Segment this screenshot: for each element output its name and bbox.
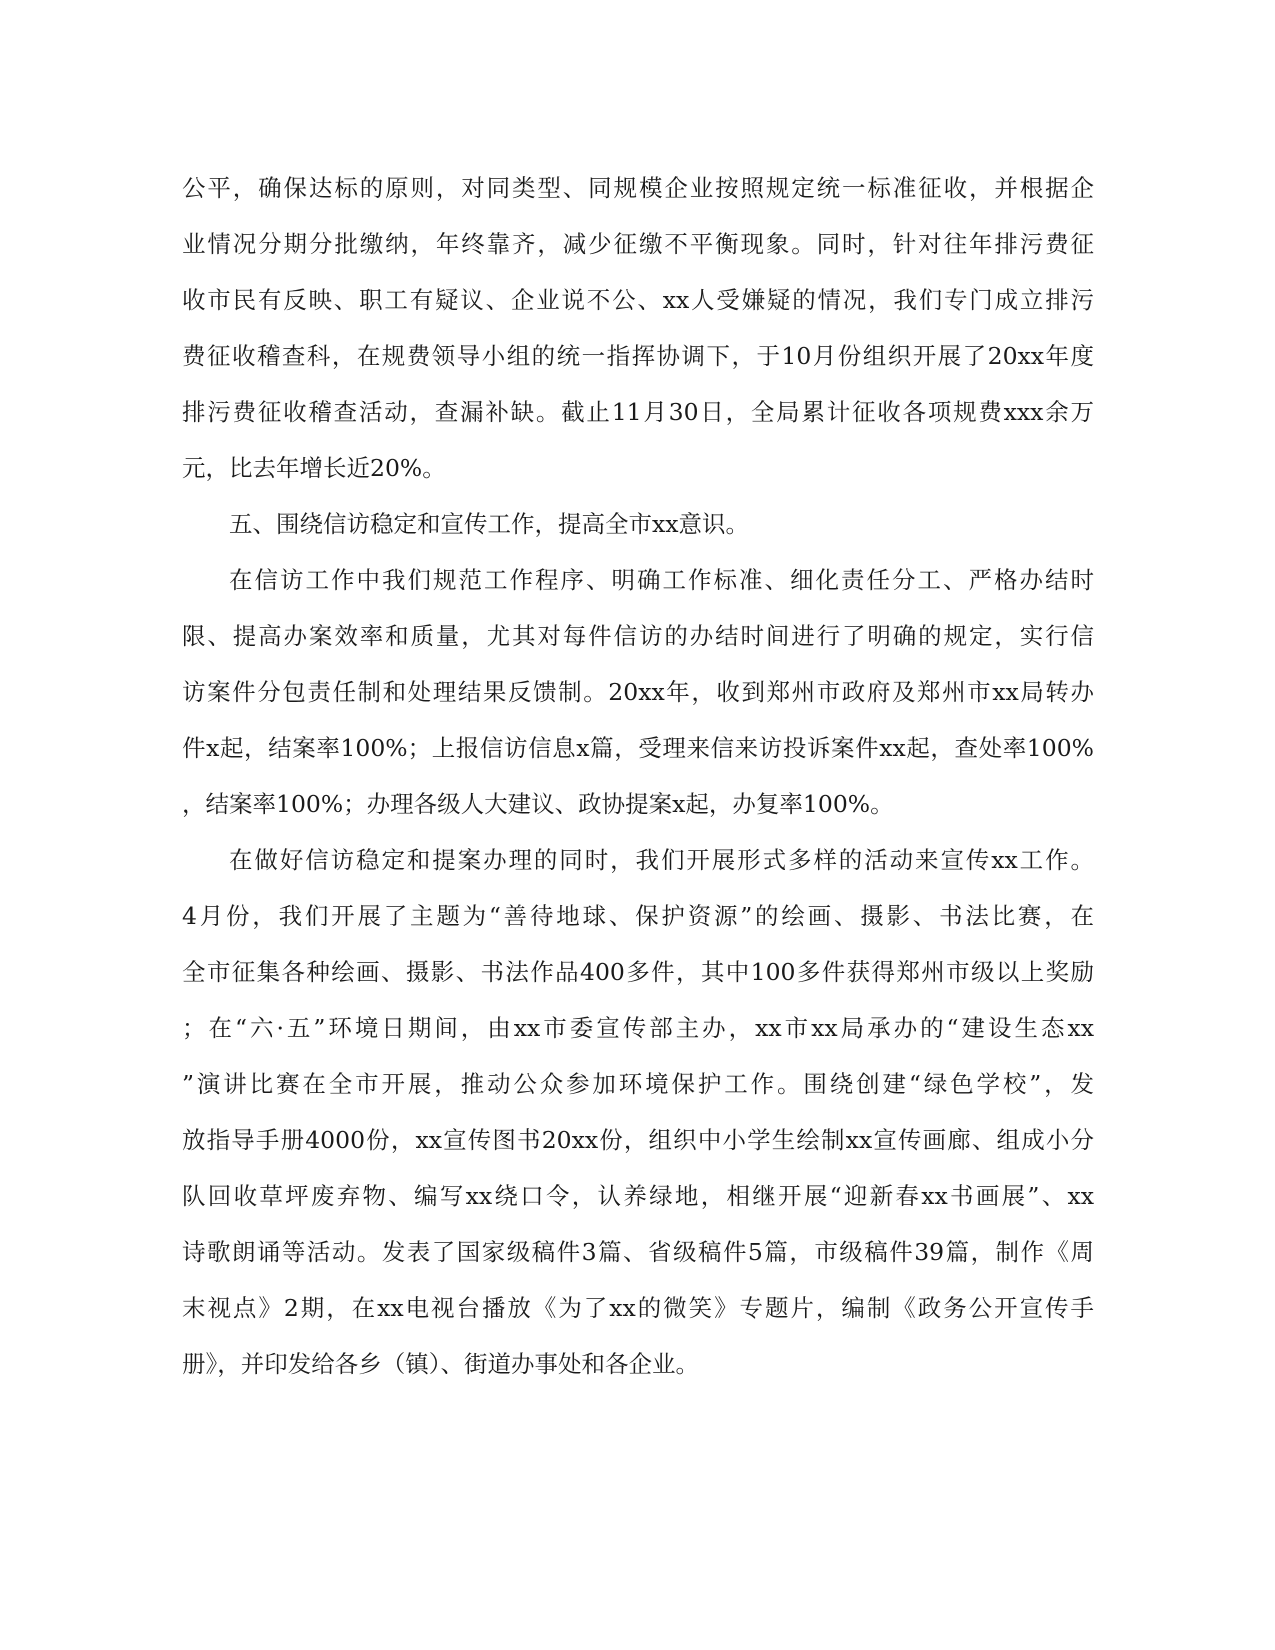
text-line-14: 4月份，我们开展了主题为“善待地球、保护资源”的绘画、摄影、书法比赛，在 xyxy=(182,902,1094,930)
text-line-12: ，结案率100%；办理各级人大建议、政协提案x起，办复率100%。 xyxy=(182,790,894,818)
text-line-20: 诗歌朗诵等活动。发表了国家级稿件3篇、省级稿件5篇，市级稿件39篇，制作《周 xyxy=(182,1238,1094,1266)
text-line-4: 费征收稽查科，在规费领导小组的统一指挥协调下，于10月份组织开展了20xx年度 xyxy=(182,342,1094,370)
text-line-10: 访案件分包责任制和处理结果反馈制。20xx年，收到郑州市政府及郑州市xx局转办 xyxy=(182,678,1094,706)
text-line-17: ”演讲比赛在全市开展，推动公众参加环境保护工作。围绕创建“绿色学校”，发 xyxy=(182,1070,1094,1098)
text-line-15: 全市征集各种绘画、摄影、书法作品400多件，其中100多件获得郑州市级以上奖励 xyxy=(182,958,1094,986)
text-line-8: 在信访工作中我们规范工作程序、明确工作标准、细化责任分工、严格办结时 xyxy=(229,566,1094,594)
text-line-11: 件x起，结案率100%；上报信访信息x篇，受理来信来访投诉案件xx起，查处率100% xyxy=(182,734,1094,762)
text-line-22: 册》，并印发给各乡（镇）、街道办事处和各企业。 xyxy=(182,1350,699,1378)
section-heading: 五、围绕信访稳定和宣传工作，提高全市xx意识。 xyxy=(229,510,750,538)
text-line-2: 业情况分期分批缴纳，年终靠齐，减少征缴不平衡现象。同时，针对往年排污费征 xyxy=(182,230,1094,258)
text-line-5: 排污费征收稽查活动，查漏补缺。截止11月30日，全局累计征收各项规费xxx余万 xyxy=(182,398,1094,426)
text-line-9: 限、提高办案效率和质量，尤其对每件信访的办结时间进行了明确的规定，实行信 xyxy=(182,622,1094,650)
text-line-3: 收市民有反映、职工有疑议、企业说不公、xx人受嫌疑的情况，我们专门成立排污 xyxy=(182,286,1094,314)
text-line-6: 元，比去年增长近20%。 xyxy=(182,454,446,482)
text-line-18: 放指导手册4000份，xx宣传图书20xx份，组织中小学生绘制xx宣传画廊、组成小分 xyxy=(182,1126,1094,1154)
text-line-13: 在做好信访稳定和提案办理的同时，我们开展形式多样的活动来宣传xx工作。 xyxy=(229,846,1094,874)
text-line-19: 队回收草坪废弃物、编写xx绕口令，认养绿地，相继开展“迎新春xx书画展”、xx xyxy=(182,1182,1094,1210)
text-line-1: 公平，确保达标的原则，对同类型、同规模企业按照规定统一标准征收，并根据企 xyxy=(182,174,1094,202)
text-line-21: 末视点》2期，在xx电视台播放《为了xx的微笑》专题片，编制《政务公开宣传手 xyxy=(182,1294,1094,1322)
text-line-16: ；在“六·五”环境日期间，由xx市委宣传部主办，xx市xx局承办的“建设生态xx xyxy=(182,1014,1094,1042)
